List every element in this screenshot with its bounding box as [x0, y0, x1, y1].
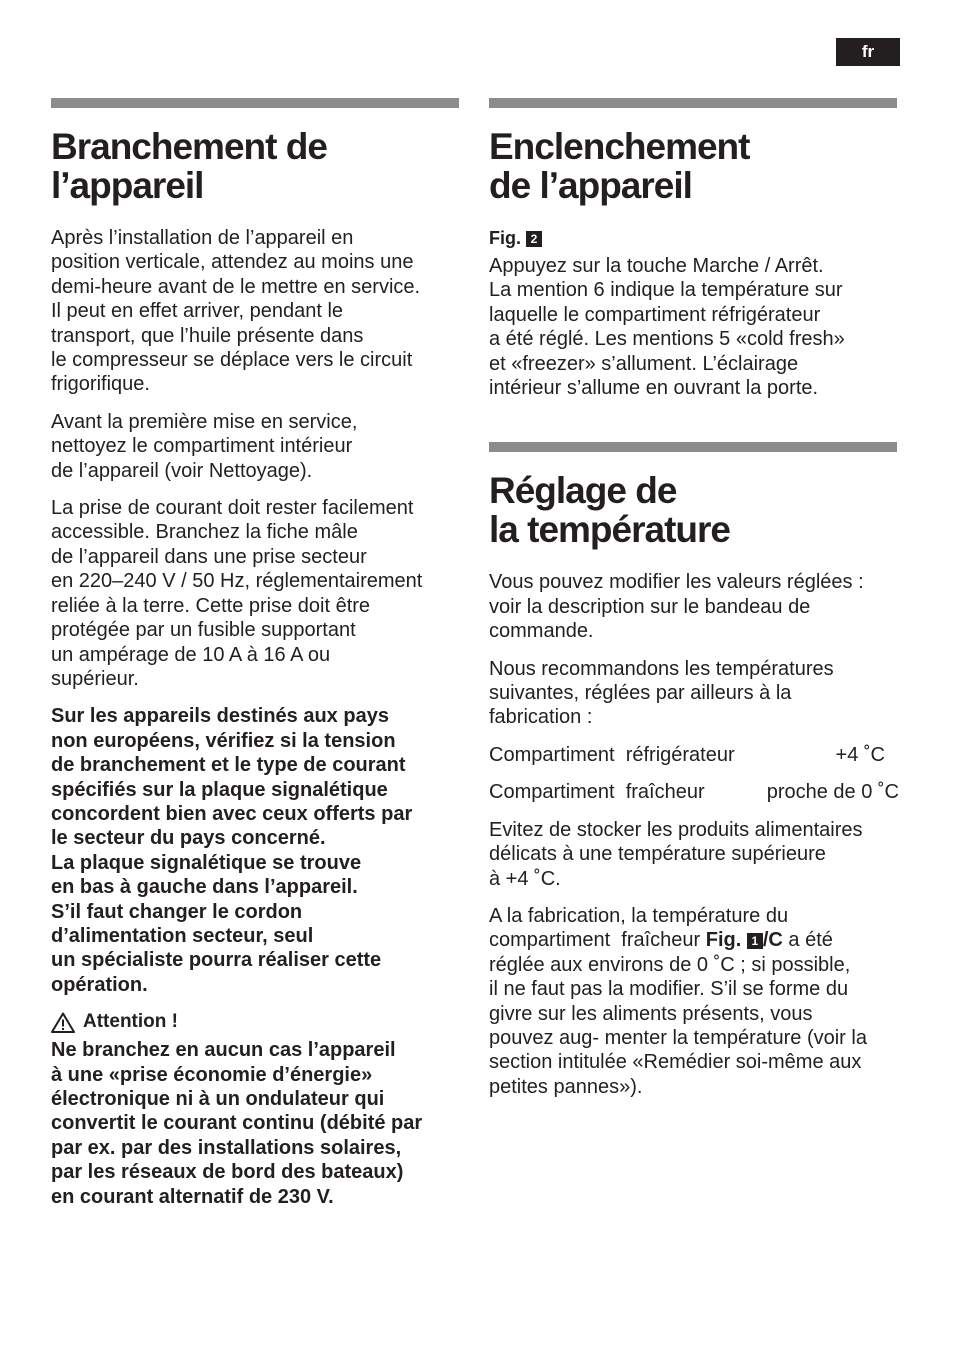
temperature-row-fridge — [489, 743, 899, 767]
attention-label: Attention ! — [83, 1011, 178, 1033]
language-tab: fr — [836, 38, 900, 66]
section-rule — [489, 442, 897, 452]
paragraph-attention: Ne branchez en aucun cas l’appareil à une «prise économie d’énergie» électronique ni à un ondulateur qui convertit le courant continu (débité par par ex. par des installations solaires, par les réseaux de bord des bateaux) en courant alternatif de 230 V. — [51, 1039, 423, 1208]
section-rule — [51, 98, 459, 108]
left-column — [51, 98, 461, 1209]
title-line: Branchement de — [51, 126, 327, 167]
paragraph-installation: Après l’installation de l’appareil en position verticale, attendez au moins une demi-heure avant de le mettre en service. Il peut en effet arriver, pendant le transport, que l’huile présente dans le compresseur se déplace vers le circuit frigorifique. — [51, 227, 421, 396]
title-line: Enclenchement — [489, 126, 750, 167]
paragraph-first-use: Avant la première mise en service, nettoyez le compartiment intérieur de l’appareil (voir Nettoyage). — [51, 410, 358, 482]
section-title-branchement — [51, 127, 461, 205]
figure-reference: Fig. 2 — [489, 226, 899, 250]
paragraph-switch-on: Appuyez sur la touche Marche / Arrêt. La mention 6 indique la température sur laquelle le compartiment réfrigérateur a été réglé. Les mentions 5 «cold fresh» et «freezer» s’allument. L’éclairage intérieur s’allume en ouvrant la porte. — [489, 255, 845, 400]
paragraph-non-european: Sur les appareils destinés aux pays non européens, vérifiez si la tension de branchement et le type de courant spécifiés sur la plaque signalétique concordent bien avec ceux offerts par le secteur du pays concerné. La plaque signalétique se trouve en bas à gauche dans l’appareil. S’il faut changer le cordon d’alimentation secteur, seul un spécialiste pourra réaliser cette opération. — [51, 705, 413, 996]
title-line: de l’appareil — [489, 165, 692, 206]
temperature-label: Compartiment fraîcheur — [489, 781, 705, 804]
attention-heading — [51, 1010, 461, 1034]
warning-icon — [51, 1012, 75, 1033]
section-rule — [489, 98, 897, 108]
temperature-section — [489, 442, 899, 1099]
paragraph-factory-setting: A la fabrication, la température du compartiment fraîcheur Fig. 1 /C a été réglée aux environs de 0 ˚C ; si possible, il ne faut pas la modifier. S’il se forme du givre sur les aliments présents, vous pouvez aug- menter la température (voir la section intitulée «Remédier soi-même aux petites pannes»). — [489, 904, 867, 1098]
temperature-value: proche de 0 ˚C — [766, 781, 899, 804]
paragraph-avoid-storage: Evitez de stocker les produits alimentaires délicats à une température supérieure à +4 ˚C. — [489, 818, 863, 890]
temperature-row-fresh — [489, 780, 899, 804]
figure-number-badge: 2 — [526, 231, 542, 247]
figure-number-badge: 1 — [747, 933, 763, 949]
temperature-label: Compartiment réfrigérateur — [489, 743, 735, 766]
section-title-reglage — [489, 471, 899, 549]
paragraph-recommend: Nous recommandons les températures suivantes, réglées par ailleurs à la fabrication : — [489, 657, 834, 729]
title-line: Réglage de — [489, 470, 677, 512]
section-title-enclenchement — [489, 127, 899, 205]
title-line: la température — [489, 509, 730, 551]
temperature-value: +4 ˚C — [835, 743, 885, 766]
title-line: l’appareil — [51, 165, 204, 206]
paragraph-power-outlet: La prise de courant doit rester facilement accessible. Branchez la fiche mâle de l’appareil dans une prise secteur en 220–240 V / 50 Hz, réglementairement reliée à la terre. Cette prise doit être protégée par un fusible supportant un ampérage de 10 A à 16 A ou supérieur. — [51, 497, 423, 690]
paragraph-modify-values: Vous pouvez modifier les valeurs réglées : voir la description sur le bandeau de commande. — [489, 571, 864, 643]
right-column — [489, 98, 899, 1099]
